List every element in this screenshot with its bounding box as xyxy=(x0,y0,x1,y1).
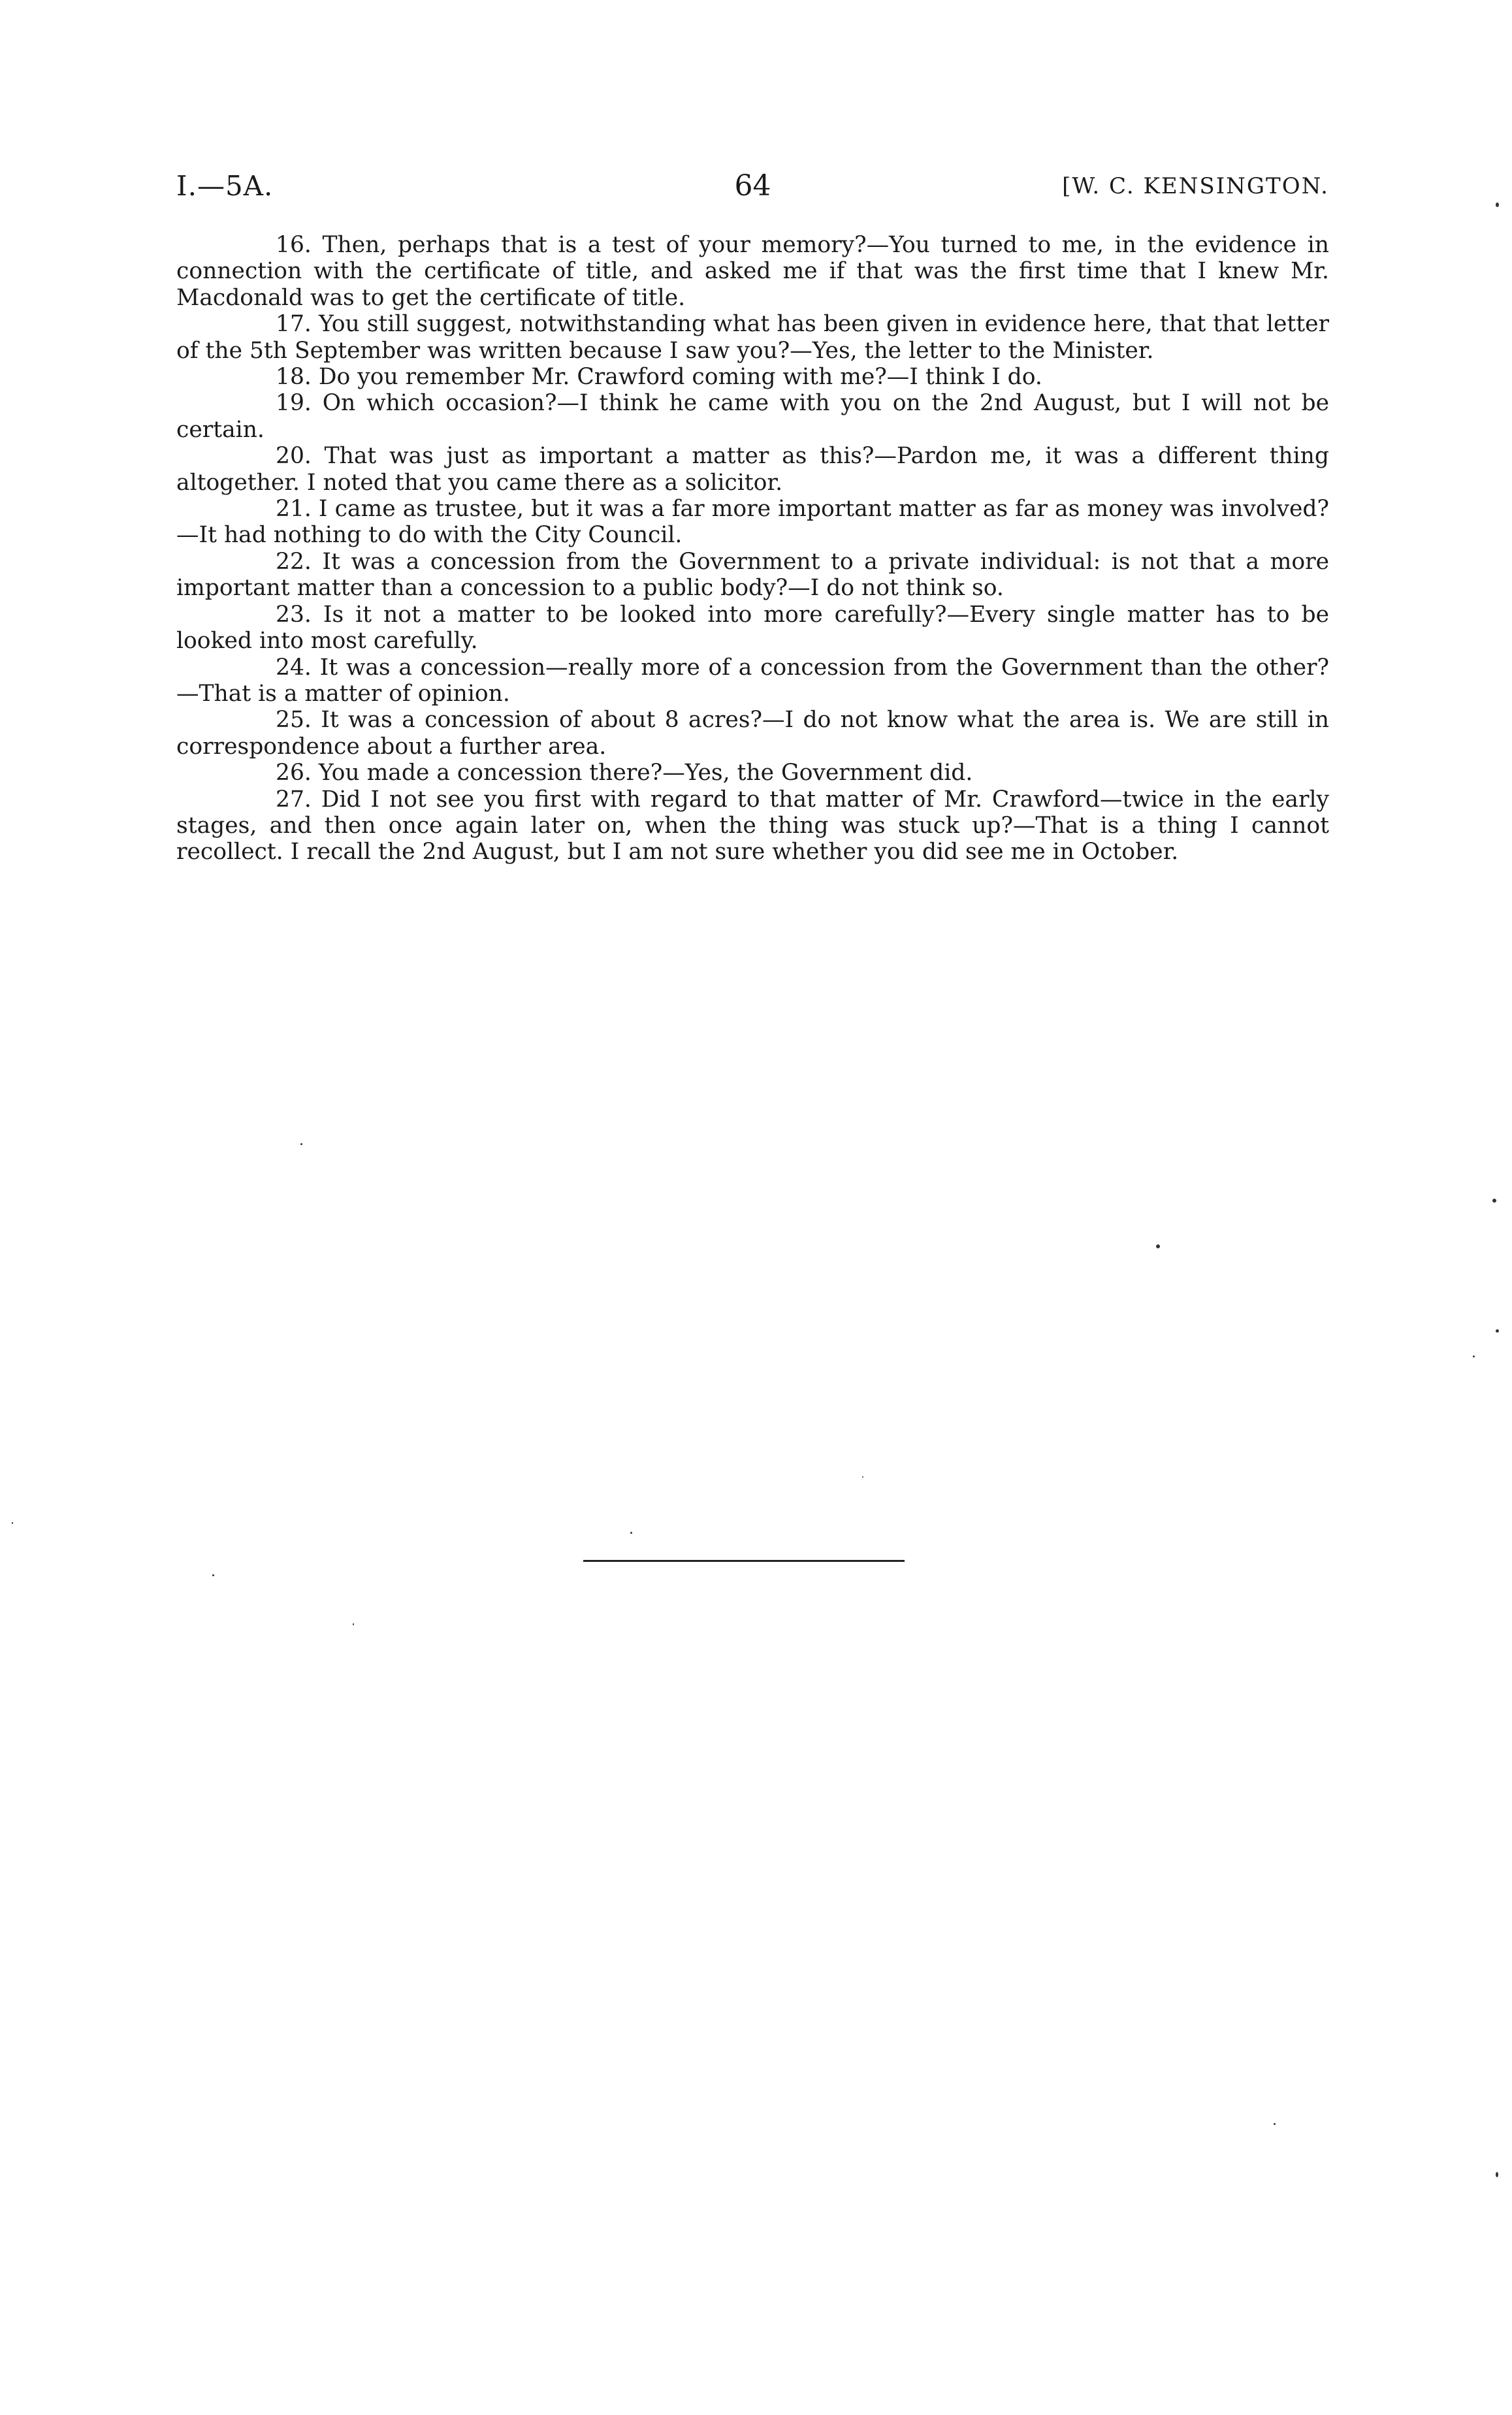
document-reference: I.—5A. xyxy=(176,170,274,202)
question-19: 19. On which occasion?—I think he came with you on the 2nd August, but I will not be certain. xyxy=(176,390,1329,443)
section-divider xyxy=(583,1560,905,1562)
question-17: 17. You still suggest, notwithstanding what has been given in evidence here, that that letter of the 5th September was written because I saw you?—Yes, the letter to the Minister. xyxy=(176,311,1329,364)
scan-speck xyxy=(212,1574,214,1576)
question-23: 23. Is it not a matter to be looked into more carefully?—Every single matter has to be looked into most carefully. xyxy=(176,601,1329,655)
question-21: 21. I came as trustee, but it was a far more important matter as far as money was involved?—It had nothing to do with the City Council. xyxy=(176,496,1329,549)
scan-speck xyxy=(1156,1244,1160,1248)
question-27: 27. Did I not see you first with regard to that matter of Mr. Crawford—twice in the early stages, and then once again later on, when the thing was stuck up?—That is a thing I cannot recollect. I recall the 2nd August, but I am not sure whether you did see me in October. xyxy=(176,786,1329,866)
question-22: 22. It was a concession from the Government to a private individual: is not that a more important matter than a concession to a public body?—I do not think so. xyxy=(176,548,1329,602)
scan-speck xyxy=(300,1143,302,1145)
scan-speck xyxy=(353,1623,354,1625)
question-18: 18. Do you remember Mr. Crawford coming with me?—I think I do. xyxy=(276,364,1042,391)
testimony-body xyxy=(176,232,1329,866)
scan-speck xyxy=(1473,1355,1475,1357)
scan-speck xyxy=(1496,1329,1499,1333)
question-20: 20. That was just as important a matter as this?—Pardon me, it was a different thing altogether. I noted that you came there as a solicitor. xyxy=(176,443,1329,496)
scan-speck xyxy=(630,1532,632,1534)
question-25: 25. It was a concession of about 8 acres?—I do not know what the area is. We are still in correspondence about a further area. xyxy=(176,707,1329,760)
witness-name: [W. C. KENSINGTON. xyxy=(1062,173,1329,199)
question-24: 24. It was a concession—really more of a concession from the Government than the other?—That is a matter of opinion. xyxy=(176,654,1329,707)
scan-speck xyxy=(1274,2123,1276,2125)
question-26: 26. You made a concession there?—Yes, the Government did. xyxy=(276,760,973,786)
question-16: 16. Then, perhaps that is a test of your memory?—You turned to me, in the evidence in connection with the certificate of title, and asked me if that was the first time that I knew Mr. Macdonald was to get the certificate of title. xyxy=(176,232,1329,311)
scan-speck xyxy=(1496,203,1499,207)
page-number: 64 xyxy=(734,169,771,203)
scan-speck xyxy=(1492,1199,1496,1203)
scan-speck xyxy=(1496,2172,1498,2177)
scan-speck xyxy=(862,1476,863,1478)
scan-speck xyxy=(12,1522,13,1524)
page-header xyxy=(176,167,1329,206)
